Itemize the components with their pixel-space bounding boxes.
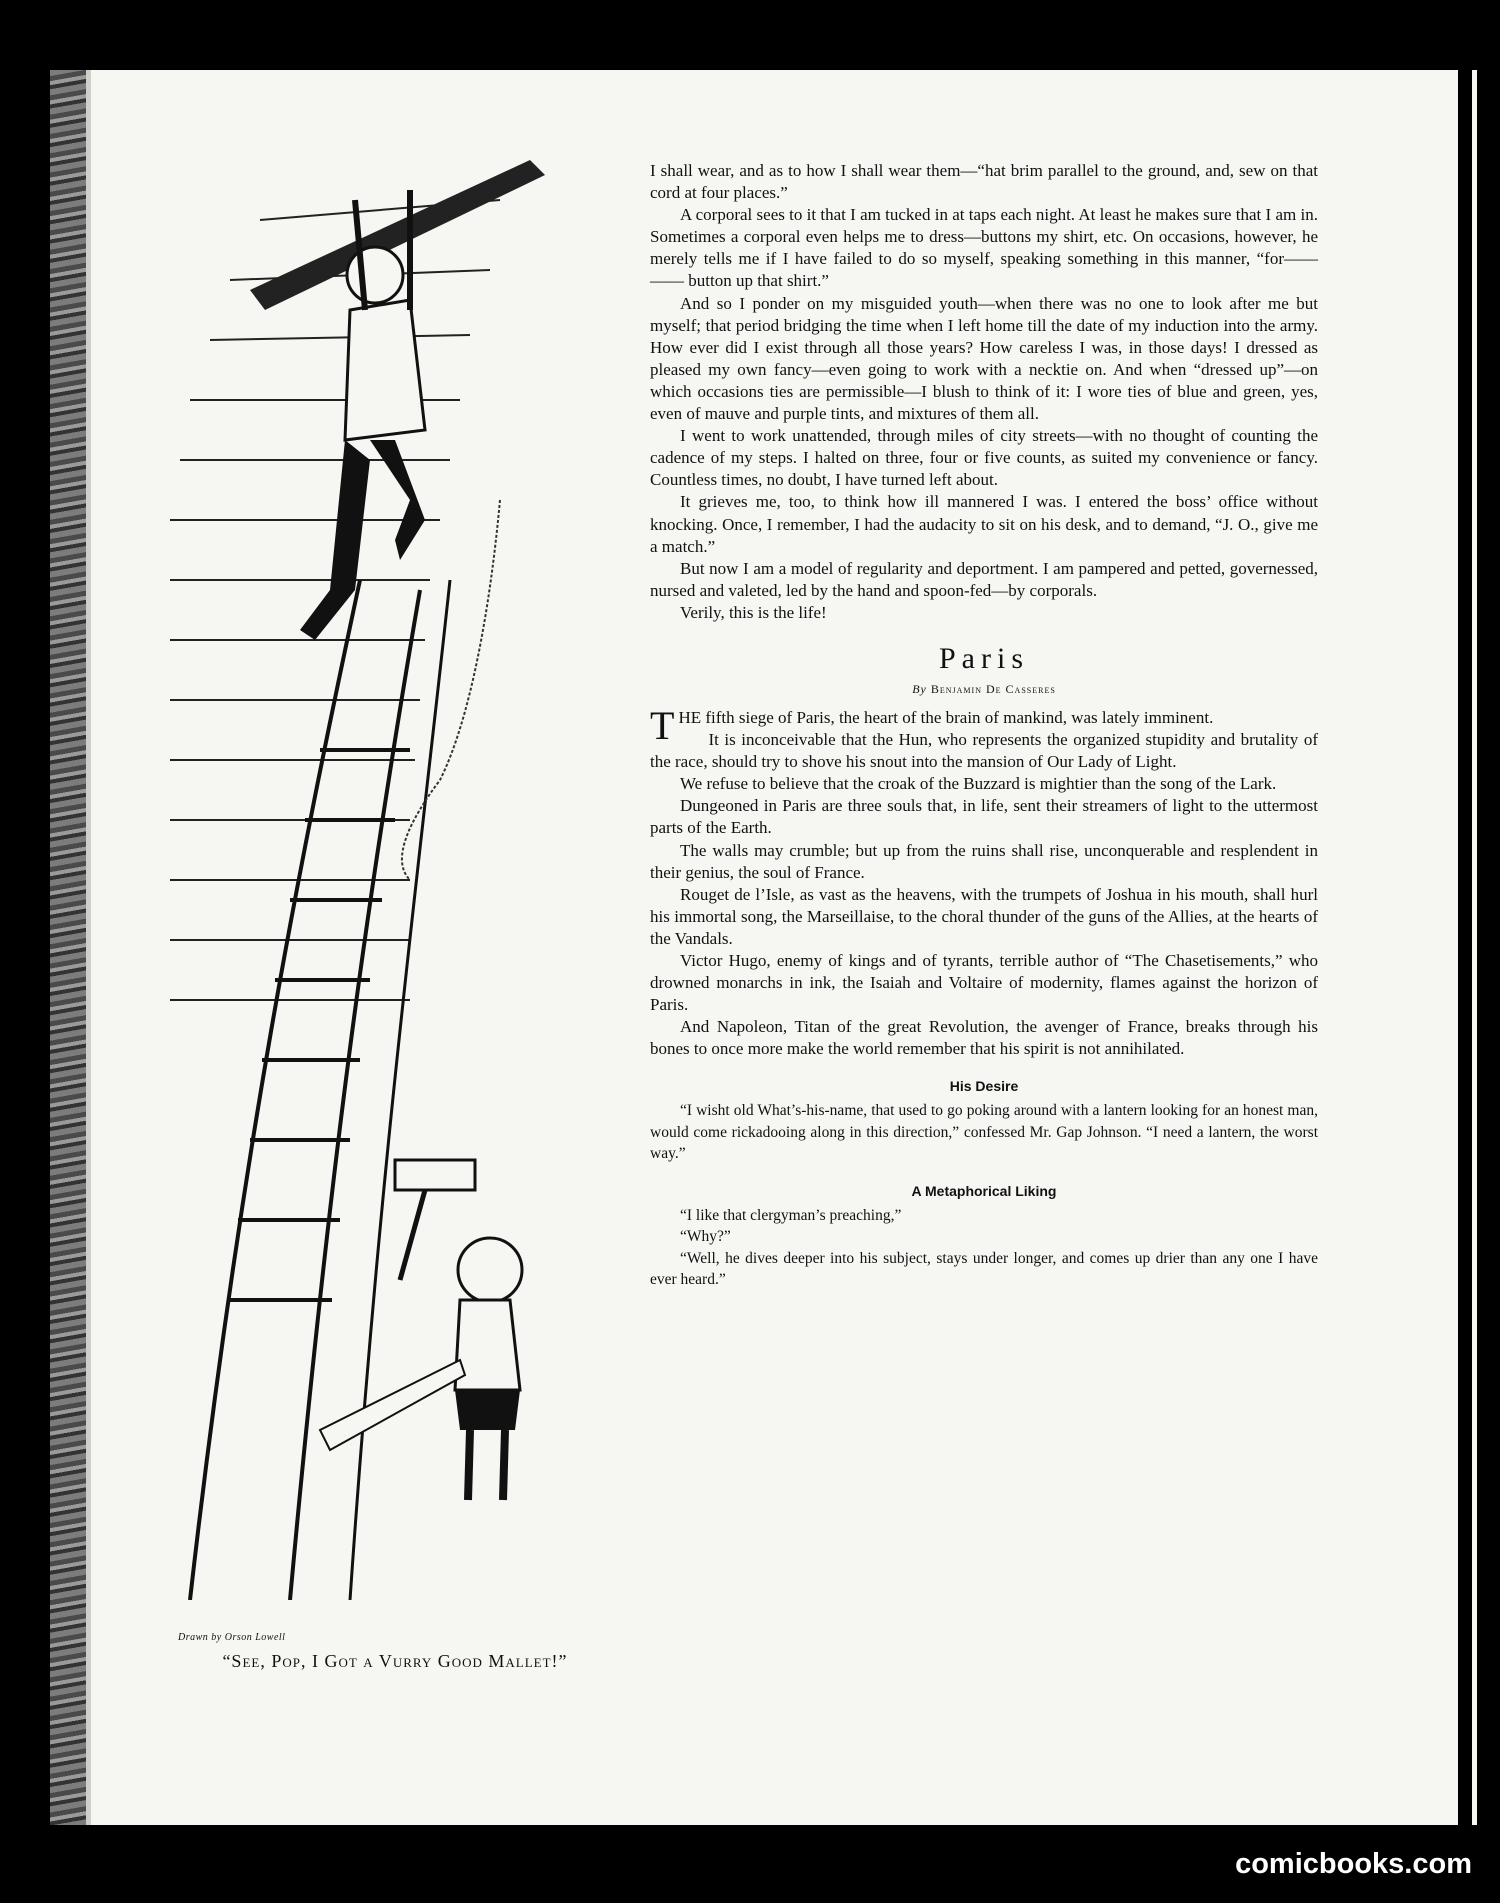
paragraph: The walls may crumble; but up from the ruins shall rise, unconquerable and resplendent in their genius, the soul of France. [650, 840, 1318, 882]
metaphorical-article [650, 1205, 1318, 1291]
ladder-right-rail-back [350, 580, 450, 1600]
paragraph: It grieves me, too, to think how ill mannered I was. I entered the boss’ office without knocking. Once, I remember, I had the audacity to sit on his desk, and to demand, “J. O., give me a match.” [650, 492, 1318, 556]
ladder-right-rail [290, 590, 420, 1600]
text-column [650, 160, 1318, 1291]
site-watermark: comicbooks.com [1235, 1848, 1472, 1880]
paragraph: Verily, this is the life! [680, 602, 827, 622]
byline-author: Benjamin De Casseres [930, 681, 1056, 696]
page-gutter [1458, 70, 1472, 1825]
his-desire-heading: His Desire [949, 1078, 1019, 1095]
paragraph: “Well, he dives deeper into his subject, stays under longer, and comes up drier than any one I have ever heard.” [650, 1249, 1318, 1289]
paragraph: “Why?” [680, 1228, 731, 1246]
paragraph: It is inconceivable that the Hun, who represents the organized stupidity and brutality of the race, should try to shove his snout into the mansion of Our Lady of Light. [650, 730, 1318, 772]
first-paragraph [650, 702, 1318, 748]
next-page-edge [1472, 70, 1477, 1825]
paragraph: And so I ponder on my misguided youth—when there was no one to look after me but myself; that period bridging the time when I left home till the date of my induction into the army. How ever did I exist through all those years? How careless I was, in those days! I dressed as pleased my own fancy—even going to work with a necktie on. And when “dressed up”—on which occasions ties are permissible—I blush to think of it: I wore ties of blue and green, yes, even of mauve and purple tints, and mixtures of them all. [650, 293, 1318, 424]
paragraph: I shall wear, and as to how I shall wear them—“hat brim parallel to the ground, and, sew on that cord at four places.” [650, 161, 1318, 203]
first-paragraph-text: HE fifth siege of Paris, the heart of the brain of mankind, was lately imminent. [678, 707, 1214, 727]
byline-prefix: By [912, 681, 927, 696]
metaphorical-heading: A Metaphorical Liking [911, 1182, 1057, 1199]
boy-figure [320, 1160, 522, 1500]
page-binding [50, 70, 86, 1825]
byline [650, 682, 1318, 697]
paragraph: We refuse to believe that the croak of the Buzzard is mightier than the song of the Lark. [680, 774, 1277, 794]
paragraph: But now I am a model of regularity and deportment. I am pampered and petted, governessed, nursed and valeted, led by the hand and spoon-fed—by corporals. [650, 558, 1318, 600]
paragraph: Rouget de l’Isle, as vast as the heavens, with the trumpets of Joshua in his mouth, shall hurl his immortal song, the Marseillaise, to the choral thunder of the guns of the Allies, at the hearts of the Vandals. [650, 884, 1318, 948]
paris-article [650, 702, 1318, 1061]
paragraph: Dungeoned in Paris are three souls that, in life, sent their streamers of light to the uttermost parts of the Earth. [650, 796, 1318, 838]
paragraph: “I wisht old What’s-his-name, that used to go poking around with a lantern looking for an honest man, would come rickadooing along in this direction,” confessed Mr. Gap Johnson. “I need a lantern, the worst way.” [650, 1102, 1318, 1163]
man-on-ladder-illustration [170, 160, 650, 1600]
paragraph: Victor Hugo, enemy of kings and of tyrants, terrible author of “The Chasetisements,” who drowned monarchs in ink, the Isaiah and Voltaire of modernity, flames against the horizon of Paris. [650, 951, 1318, 1015]
continued-article [650, 160, 1318, 624]
paragraph: “I like that clergyman’s preaching,” [680, 1206, 902, 1224]
paragraph: A corporal sees to it that I am tucked in at taps each night. At least he makes sure that I am in. Sometimes a corporal even helps me to dress—buttons my shirt, etc. On occasions, however, he merely tells me if I have failed to do so myself, speaking something in this manner, “for—— —— button up that shirt.” [650, 205, 1318, 291]
article-title: Paris [939, 641, 1029, 675]
man-figure [300, 190, 425, 640]
rope [402, 500, 500, 880]
illustration-caption: “See, Pop, I Got a Vurry Good Mallet!” [222, 1651, 568, 1671]
illustration-credit: Drawn by Orson Lowell [178, 1632, 286, 1643]
paragraph: And Napoleon, Titan of the great Revolution, the avenger of France, breaks through his bones to once more make the world remember that his spirit is not annihilated. [650, 1017, 1318, 1059]
drop-cap: T [650, 702, 675, 748]
paragraph: I went to work unattended, through miles of city streets—with no thought of counting the cadence of my steps. I halted on three, four or five counts, as suited my convenience or fancy. Countless times, no doubt, I have turned left about. [650, 426, 1318, 490]
his-desire-article [650, 1100, 1318, 1165]
ladder-rungs [228, 750, 410, 1300]
binding-edge [86, 70, 91, 1825]
